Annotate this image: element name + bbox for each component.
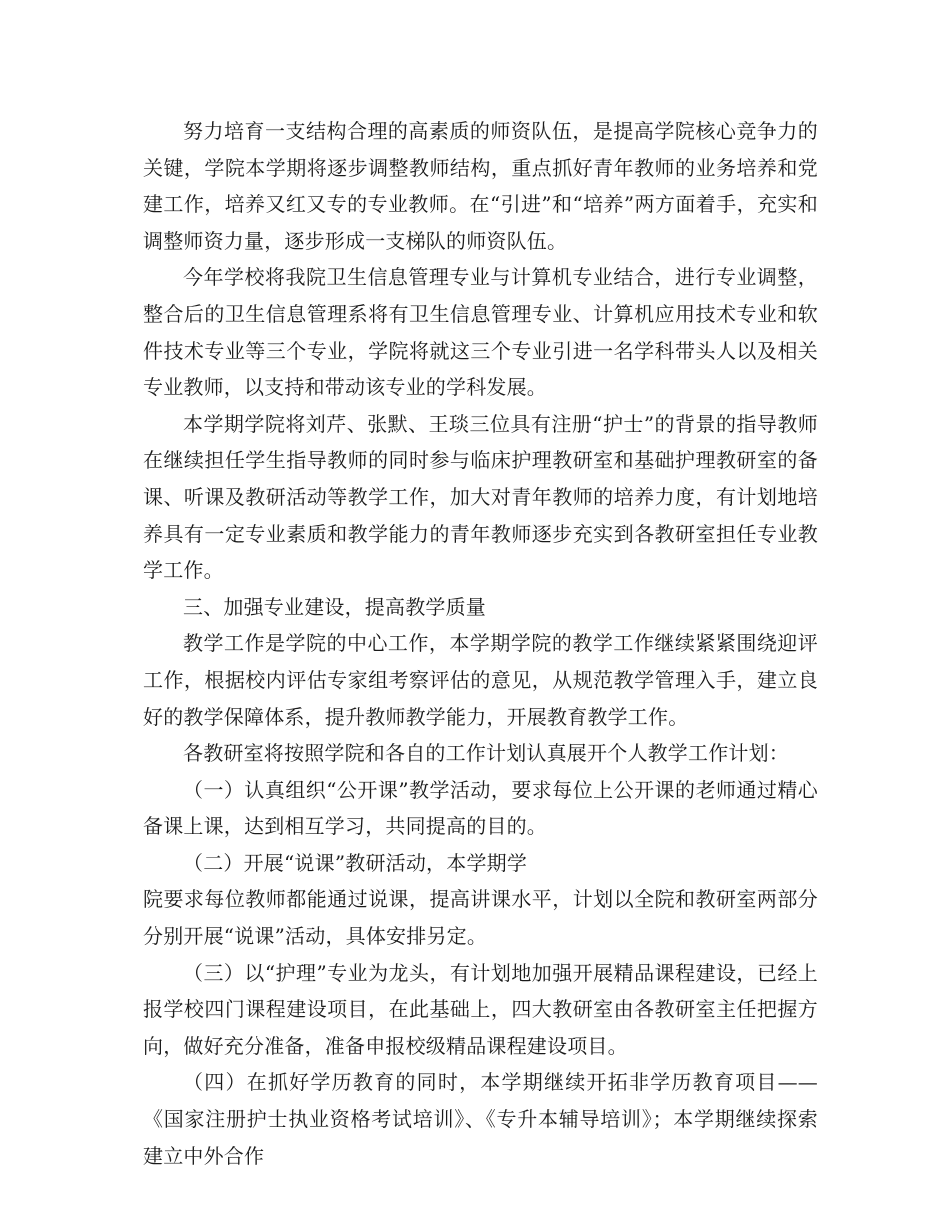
paragraph-major-adjustment: 今年学校将我院卫生信息管理专业与计算机专业结合，进行专业调整，整合后的卫生信息管理系将有卫生信息管理专业、计算机应用技术专业和软件技术专业等三个专业，学院将就这三个专业引进一名学科带头人以及相关专业教师，以支持和带动该专业的学科发展。 xyxy=(143,265,818,400)
list-item-2-lecture-start: （二）开展“说课”教研活动，本学期学 xyxy=(183,850,528,875)
document-body xyxy=(143,113,818,1174)
paragraph-nurse-instructors: 本学期学院将刘芹、张默、王琰三位具有注册“护士”的背景的指导教师在继续担任学生指导教师的同时参与临床护理教研室和基础护理教研室的备课、听课及教研活动等教学工作，加大对青年教师的培养力度，有计划地培养具有一定专业素质和教学能力的青年教师逐步充实到各教研室担任专业教学工作。 xyxy=(143,411,818,583)
list-item-2-lecture-continued: 院要求每位教师都能通过说课，提高讲课水平，计划以全院和教研室两部分分别开展“说课”活动，具体安排另定。 xyxy=(143,887,818,949)
paragraph-teaching-work: 教学工作是学院的中心工作，本学期学院的教学工作继续紧紧围绕迎评工作，根据校内评估专家组考察评估的意见，从规范教学管理入手，建立良好的教学保障体系，提升教师教学能力，开展教育教学工作。 xyxy=(143,631,818,729)
list-item-4-non-degree: （四）在抓好学历教育的同时，本学期继续开拓非学历教育项目——《国家注册护士执业资格考试培训》、《专升本辅导培训》；本学期继续探索建立中外合作 xyxy=(143,1070,818,1168)
paragraph-teacher-team: 努力培育一支结构合理的高素质的师资队伍，是提高学院核心竞争力的关键，学院本学期将逐步调整教师结构，重点抓好青年教师的业务培养和党建工作，培养又红又专的专业教师。在“引进”和“培养”两方面着手，充实和调整师资力量，逐步形成一支梯队的师资队伍。 xyxy=(143,119,818,253)
section-heading-3: 三、加强专业建设，提高教学质量 xyxy=(183,594,486,619)
list-item-3-quality-course: （三）以“护理”专业为龙头，有计划地加强开展精品课程建设，已经上报学校四门课程建设项目，在此基础上，四大教研室由各教研室主任把握方向，做好充分准备，准备申报校级精品课程建设项目。 xyxy=(143,960,818,1058)
paragraph-teaching-plan: 各教研室将按照学院和各自的工作计划认真展开个人教学工作计划： xyxy=(183,741,789,766)
list-item-1-open-class: （一）认真组织“公开课”教学活动，要求每位上公开课的老师通过精心备课上课，达到相互学习，共同提高的目的。 xyxy=(143,777,818,839)
